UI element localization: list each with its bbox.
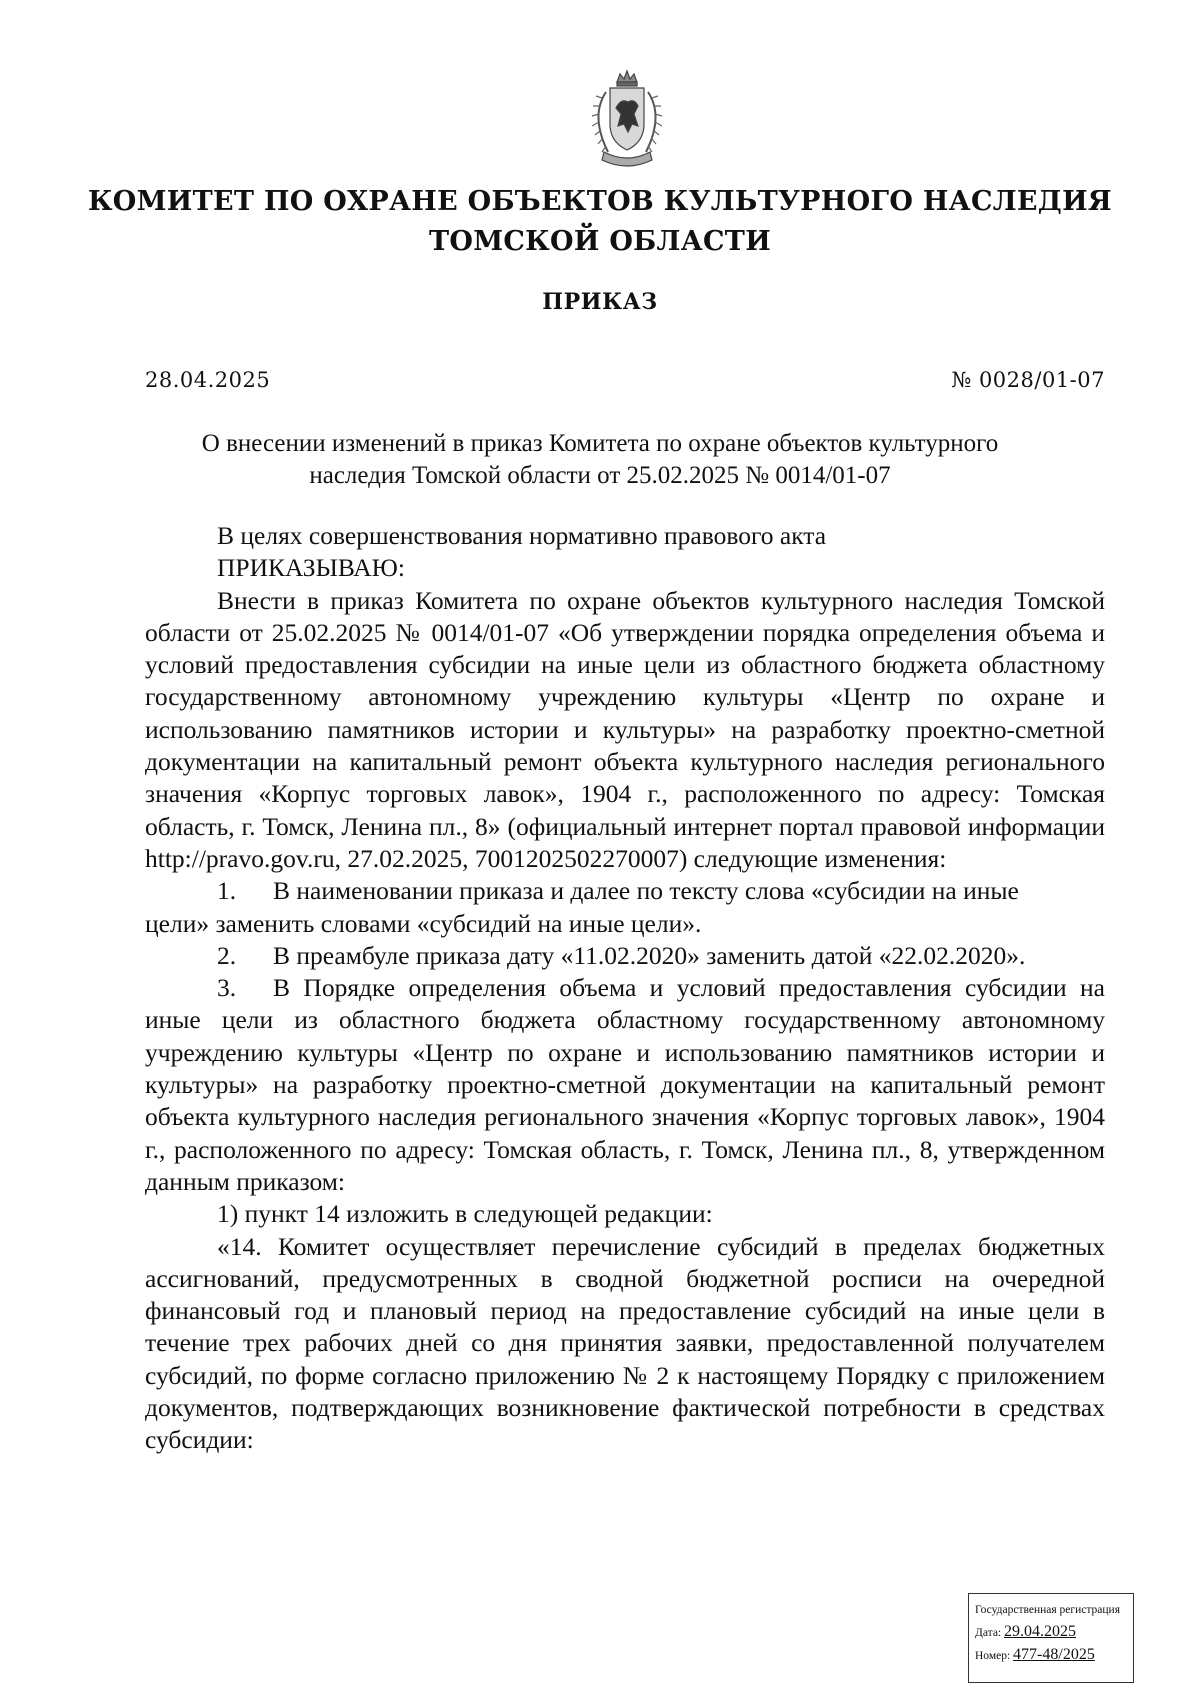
registration-date-row <box>975 1621 1127 1644</box>
document-date: 28.04.2025 <box>145 368 271 392</box>
title-line1: О внесении изменений в приказ Комитета по охране объектов культурного <box>201 430 999 457</box>
document-body <box>145 520 1105 1457</box>
intro-paragraph: Внести в приказ Комитета по охране объектов культурного наследия Томской области от 25.02.2025 № 0014/01-07 «Об утверждении порядка определения объема и условий предоставления субсидии на иные цели из областного бюджета областному государственному автономному учреждению культуры «Центр по охране и использованию памятников истории и культуры» на разработку проектно-сметной документации на капитальный ремонт объекта культурного наследия регионального значения «Корпус торговых лавок», 1904 г., расположенного по адресу: Томская область, г. Томск, Ленина пл., 8» (официальный интернет портал правовой информации http://pravo.gov.ru, 27.02.2025, 7001202502270007) следующие изменения: <box>145 585 1105 873</box>
registration-date-value: 29.04.2025 <box>1004 1623 1076 1640</box>
quoted-clause-14: «14. Комитет осуществляет перечисление субсидий в пределах бюджетных ассигнований, предусмотренных в сводной бюджетной росписи на очередной финансовый год и плановый период на предоставление субсидий на иные цели в течение трех рабочих дней со дня принятия заявки, предоставленной получателем субсидий, по форме согласно приложению № 2 к настоящему Порядку с приложением документов, подтверждающих возникновение фактической потребности в средствах субсидии: <box>145 1231 1105 1455</box>
list-item-3-number: 3. <box>217 973 237 1003</box>
purpose-paragraph: В целях совершенствования нормативно правового акта <box>217 521 827 550</box>
list-item-3-text: В Порядке определения объема и условий предоставления субсидии на иные цели из областного бюджета областному государственному автономному учреждению культуры «Центр по охране и использованию памятников истории и культуры» на разработку проектно-сметной документации на капитальный ремонт объекта культурного наследия регионального значения «Корпус торговых лавок», 1904 г., расположенного по адресу: Томская область, г. Томск, Ленина пл., 8, утвержденном данным приказом: <box>145 973 1105 1196</box>
list-item-1-text-line2: цели» заменить словами «субсидий на иные цели». <box>145 908 702 938</box>
registration-number-row <box>975 1644 1127 1667</box>
list-item-3 <box>145 972 1105 1198</box>
title-line2: наследия Томской области от 25.02.2025 № 0014/01-07 <box>309 462 891 489</box>
registration-date-label: Дата: <box>975 1627 1002 1639</box>
list-item-2-text: В преамбуле приказа дату «11.02.2020» заменить датой «22.02.2020». <box>273 940 1026 970</box>
list-item-1 <box>145 875 1105 907</box>
list-item-1-number: 1. <box>217 876 237 906</box>
organization-name-line2: ТОМСКОЙ ОБЛАСТИ <box>428 226 772 257</box>
subitem-1: 1) пункт 14 изложить в следующей редакции: <box>217 1199 713 1229</box>
list-item-1-text-line1: В наименовании приказа и далее по тексту слова «субсидии на иные <box>273 876 1019 906</box>
list-item-2 <box>145 940 1105 972</box>
registration-heading: Государственная регистрация <box>975 1604 1120 1616</box>
registration-number-label: Номер: <box>975 1650 1011 1662</box>
registration-stamp <box>968 1593 1134 1683</box>
document-number: № 0028/01-07 <box>951 368 1105 392</box>
registration-number-value: 477-48/2025 <box>1013 1646 1095 1663</box>
coat-of-arms-icon <box>568 68 686 172</box>
list-item-2-number: 2. <box>217 940 237 970</box>
document-title <box>0 428 1200 492</box>
order-word: ПРИКАЗЫВАЮ: <box>217 553 405 583</box>
organization-name-line1: КОМИТЕТ ПО ОХРАНЕ ОБЪЕКТОВ КУЛЬТУРНОГО НАСЛЕДИЯ <box>87 186 1113 217</box>
document-type: ПРИКАЗ <box>542 289 658 315</box>
